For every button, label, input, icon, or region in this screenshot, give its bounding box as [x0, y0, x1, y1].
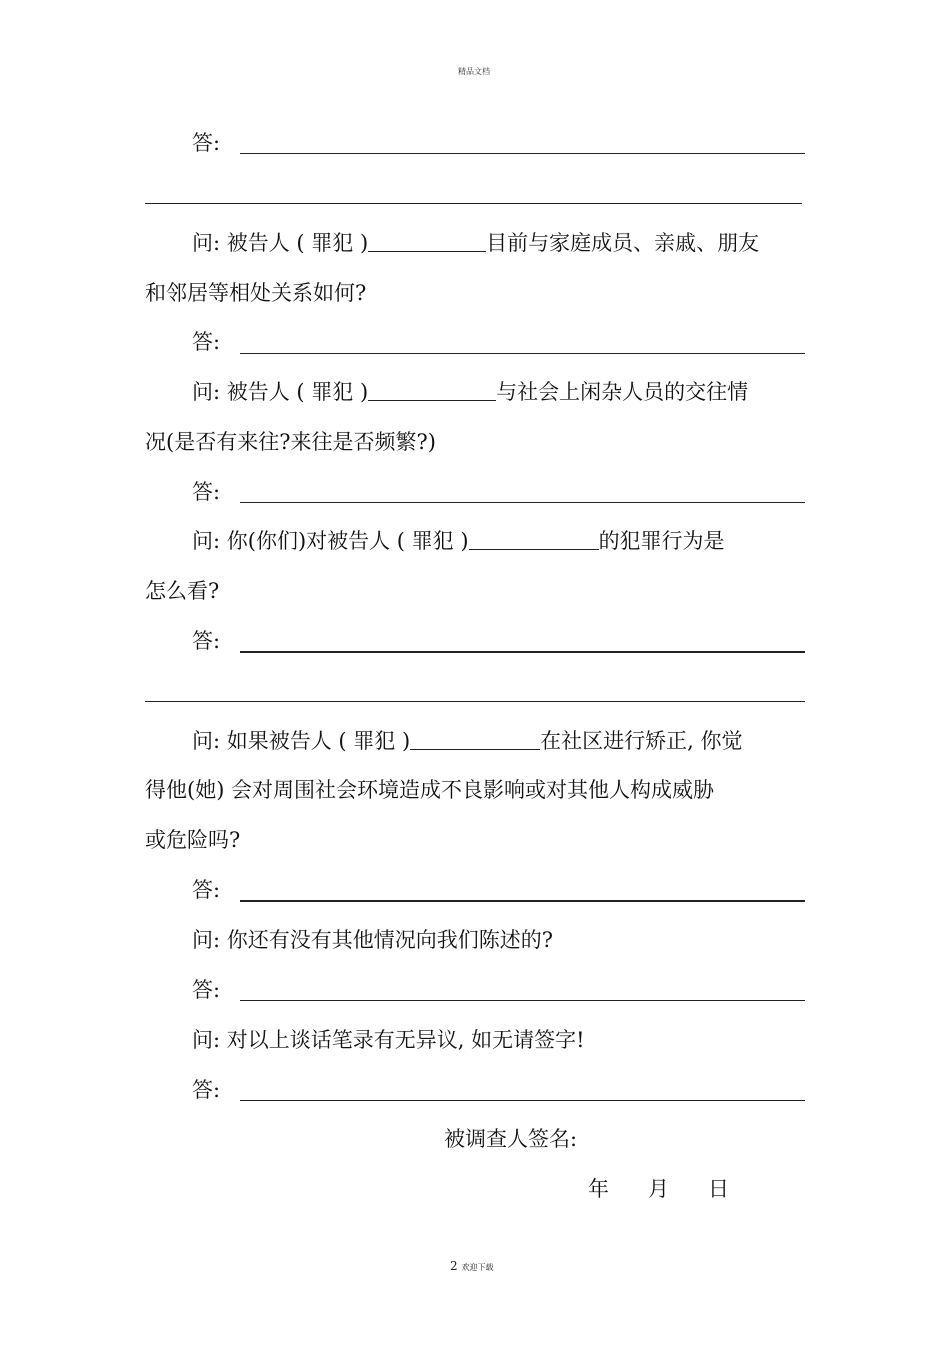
answer-line[interactable]: [240, 353, 805, 354]
question-text: 与社会上闲杂人员的交往情: [496, 380, 749, 404]
date-month-label: 月: [648, 1177, 669, 1201]
question-line: [192, 728, 743, 754]
signature-label: 被调查人签名:: [444, 1127, 578, 1151]
question-text: 和邻居等相处关系如何?: [145, 281, 367, 305]
question-text: 或危险吗?: [145, 828, 241, 852]
question-text: 问: 你还有没有其他情况向我们陈述的?: [192, 928, 554, 952]
answer-line-continued[interactable]: [145, 701, 805, 702]
answer-line[interactable]: [240, 502, 805, 503]
question-text: 问: 你(你们)对被告人 ( 罪犯 ): [192, 529, 469, 553]
question-text: 问: 对以上谈话笔录有无异议, 如无请签字!: [192, 1028, 585, 1052]
question-text: 怎么看?: [145, 579, 220, 603]
answer-label: 答:: [192, 131, 221, 155]
question-text: 况(是否有来往?来往是否频繁?): [145, 430, 436, 454]
answer-label: 答:: [192, 629, 221, 653]
question-text: 问: 如果被告人 ( 罪犯 ): [192, 729, 411, 753]
name-blank[interactable]: [368, 231, 486, 252]
page-number: 2: [450, 1259, 458, 1273]
name-blank[interactable]: [469, 529, 599, 550]
answer-line[interactable]: [240, 900, 805, 902]
date-day-label: 日: [708, 1177, 729, 1201]
question-line: [192, 379, 748, 405]
page-footer: [450, 1259, 493, 1273]
answer-line[interactable]: [240, 651, 805, 653]
question-text: 目前与家庭成员、亲戚、朋友: [486, 231, 760, 255]
answer-label: 答:: [192, 330, 221, 354]
answer-label: 答:: [192, 1078, 221, 1102]
name-blank[interactable]: [368, 380, 496, 401]
question-text: 的犯罪行为是: [598, 529, 725, 553]
question-text: 得他(她) 会对周围社会环境造成不良影响或对其他人构成威胁: [145, 778, 715, 802]
answer-label: 答:: [192, 878, 221, 902]
answer-line[interactable]: [240, 153, 805, 154]
footer-text: 欢迎下载: [461, 1263, 494, 1272]
page-header: 精品文档: [458, 67, 490, 76]
answer-label: 答:: [192, 978, 221, 1002]
answer-label: 答:: [192, 480, 221, 504]
name-blank[interactable]: [410, 729, 540, 750]
answer-line[interactable]: [240, 1000, 805, 1001]
answer-line[interactable]: [240, 1100, 805, 1101]
question-text: 问: 被告人 ( 罪犯 ): [192, 231, 369, 255]
question-line: [192, 528, 725, 554]
answer-line-continued[interactable]: [145, 203, 802, 204]
date-year-label: 年: [588, 1177, 609, 1201]
question-text: 在社区进行矫正, 你觉: [540, 729, 743, 753]
question-line: [192, 230, 759, 256]
question-text: 问: 被告人 ( 罪犯 ): [192, 380, 369, 404]
